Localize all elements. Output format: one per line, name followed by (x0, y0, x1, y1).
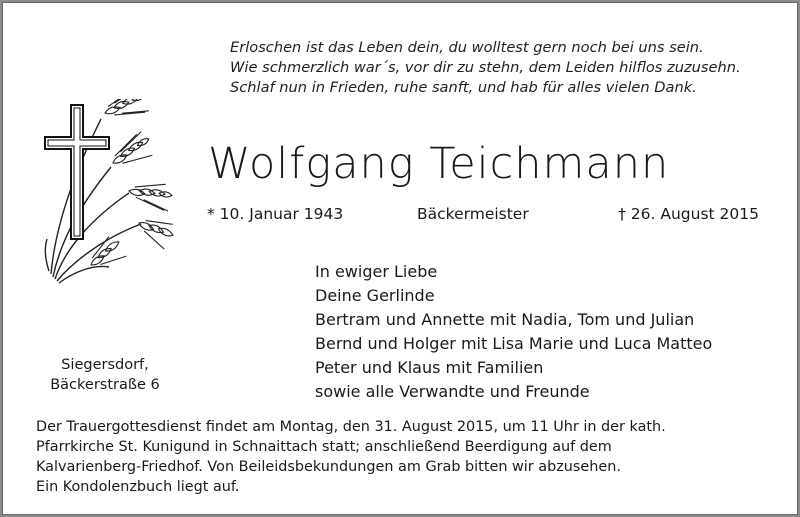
poem-line: Schlaf nun in Frieden, ruhe sanft, und hab für alles vielen Dank. (230, 79, 697, 96)
cross-with-wheat-ears-icon (31, 99, 181, 299)
family-address (31, 355, 179, 395)
poem-line: Erloschen ist das Leben dein, du wolltest gern noch bei uns sein. (230, 39, 704, 56)
poem-line: Wie schmerzlich war´s, vor dir zu stehn, dem Leiden hilflos zuzusehn. (230, 59, 741, 76)
life-dates-row (207, 203, 759, 225)
service-line: Pfarrkirche St. Kunigund in Schnaittach statt; anschließend Beerdigung auf dem (36, 439, 612, 455)
service-line: Der Trauergottesdienst findet am Montag, den 31. August 2015, um 11 Uhr in der kath. (36, 419, 666, 435)
mourner-line: Bertram und Annette mit Nadia, Tom und Julian (315, 310, 695, 329)
mourner-line: Bernd und Holger mit Lisa Marie und Luca Matteo (315, 334, 713, 353)
mourner-line: In ewiger Liebe (315, 262, 438, 281)
cross-with-wheat-ears-icon (31, 99, 181, 299)
deceased-name: Wolfgang Teichmann (208, 139, 670, 189)
profession: Bäckermeister (417, 205, 529, 223)
funeral-service-info (36, 417, 776, 497)
birth-date: * 10. Januar 1943 (207, 205, 344, 223)
obituary-notice (2, 2, 798, 515)
poem (230, 38, 770, 98)
death-date: † 26. August 2015 (618, 205, 759, 223)
service-line: Ein Kondolenzbuch liegt auf. (36, 479, 240, 495)
service-line: Kalvarienberg-Friedhof. Von Beileidsbekundungen am Grab bitten wir abzusehen. (36, 459, 621, 475)
mourner-line: sowie alle Verwandte und Freunde (315, 382, 590, 401)
address-line: Siegersdorf, (61, 357, 149, 373)
mourner-line: Deine Gerlinde (315, 286, 435, 305)
mourner-line: Peter und Klaus mit Familien (315, 358, 544, 377)
address-line: Bäckerstraße 6 (50, 377, 160, 393)
mourners-list (315, 260, 712, 404)
